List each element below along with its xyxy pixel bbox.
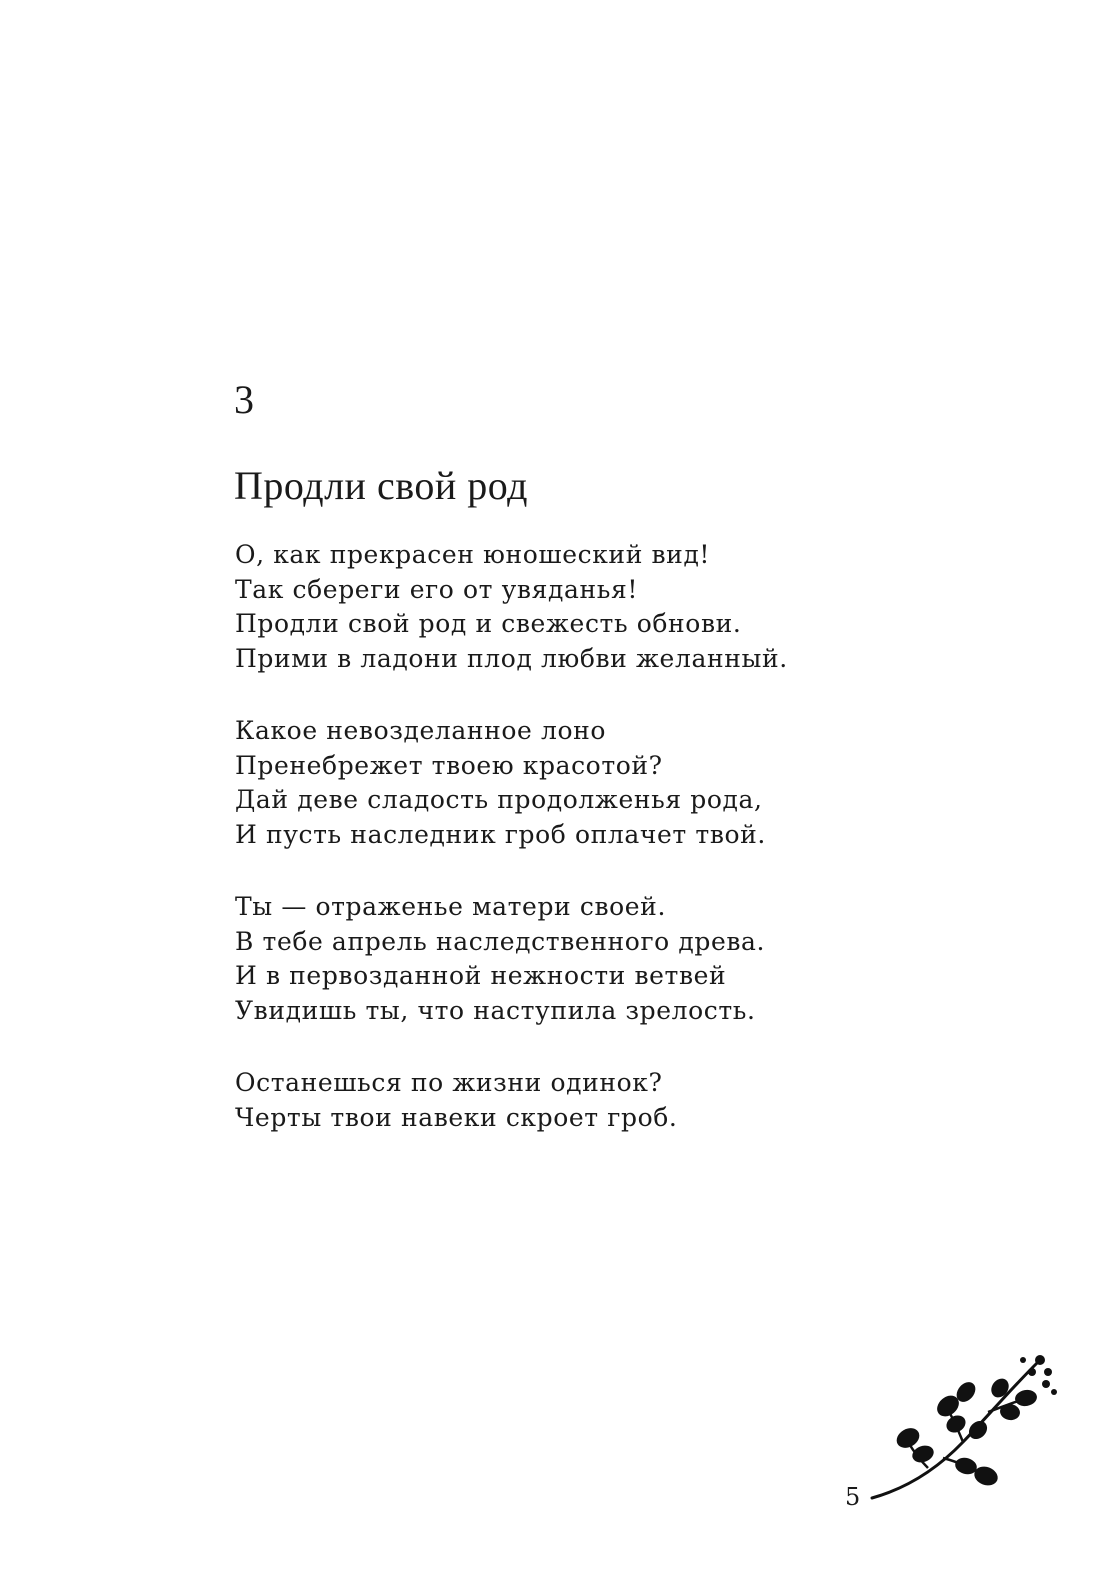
poem-line: О, как прекрасен юношеский вид! [235,540,711,569]
stanza-3 [235,890,935,1028]
stanza-4 [235,1066,935,1135]
stanza-1 [235,538,935,676]
poem-line: Пренебрежет твоею красотой? [235,750,663,780]
poem-line: Дай деве сладость продолженья рода, [235,785,763,814]
poem-line: Останешься по жизни одинок? [235,1068,663,1097]
poem-line: Какое невозделанное лоно [235,716,607,745]
poem-line: Ты — отраженье матери своей. [235,892,666,921]
poem-line: В тебе апрель наследственного древа. [235,926,766,956]
poem-line: И пусть наследник гроб оплачет твой. [235,819,766,849]
poem-line: Так сбереги его от увяданья! [235,574,638,604]
page-number: 5 [845,1483,861,1511]
sonnet-title: Продли свой род [234,463,528,508]
poem-line: Прими в ладони плод любви желанный. [235,643,788,673]
poem-body [235,538,935,1173]
sonnet-number: 3 [234,377,255,422]
poem-line: Увидишь ты, что наступила зрелость. [235,995,756,1025]
poem-line: Черты твои навеки скроет гроб. [235,1102,678,1132]
stanza-2 [235,714,935,852]
poem-line: И в первозданной нежности ветвей [235,961,727,990]
poem-line: Продли свой род и свежесть обнови. [235,609,742,638]
leafy-branch-icon [868,1350,1058,1505]
